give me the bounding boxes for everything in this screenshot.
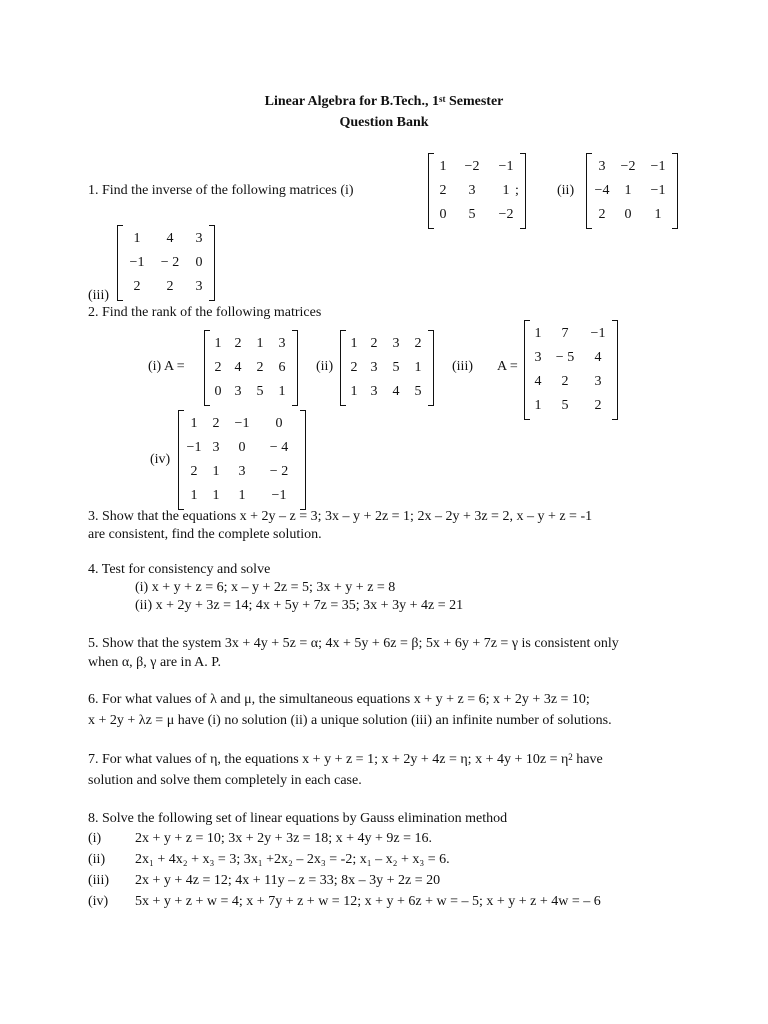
matrix-cell: 2 bbox=[598, 207, 606, 222]
matrix-cell: 1 bbox=[350, 336, 358, 351]
document-subtitle: Question Bank bbox=[339, 115, 429, 130]
matrix-cell: 3 bbox=[598, 159, 606, 174]
matrix-cell: 2 bbox=[561, 374, 569, 389]
matrix-cell: −2 bbox=[620, 159, 636, 174]
matrix-cell: 5 bbox=[392, 360, 400, 375]
q2-matrix-i bbox=[204, 330, 298, 406]
matrix-cell: 2 bbox=[214, 360, 222, 375]
q2-matrix-iii bbox=[524, 320, 618, 420]
matrix-cell: −2 bbox=[498, 207, 514, 222]
matrix-cell: − 5 bbox=[555, 350, 575, 365]
q8-item-label: (ii) bbox=[88, 852, 106, 867]
matrix-cell: 3 bbox=[278, 336, 286, 351]
matrix-row bbox=[433, 203, 521, 227]
matrix-cell: 2 bbox=[166, 279, 174, 294]
matrix-cell: 3 bbox=[370, 360, 378, 375]
matrix-cell: −4 bbox=[594, 183, 610, 198]
q1-separator: ; bbox=[515, 183, 519, 198]
matrix-row bbox=[529, 370, 613, 394]
matrix-row bbox=[183, 412, 301, 436]
matrix-row bbox=[591, 203, 673, 227]
matrix-cell: 5 bbox=[561, 398, 569, 413]
q6-line1: 6. For what values of λ and μ, the simultaneous equations x + y + z = 6; x + 2y + 3z = 10; bbox=[88, 692, 590, 707]
q1-label-ii: (ii) bbox=[557, 183, 575, 198]
matrix-cell: 3 bbox=[195, 279, 203, 294]
q1-matrix-i bbox=[428, 153, 526, 229]
matrix-cell: 2 bbox=[212, 416, 220, 431]
matrix-row bbox=[345, 380, 429, 404]
matrix-cell: −1 bbox=[590, 326, 606, 341]
matrix-cell: 4 bbox=[534, 374, 542, 389]
matrix-cell: 0 bbox=[195, 255, 203, 270]
matrix-cell: 2 bbox=[439, 183, 447, 198]
matrix-row bbox=[433, 155, 521, 179]
matrix-cell: 1 bbox=[212, 488, 220, 503]
matrix-cell: 2 bbox=[350, 360, 358, 375]
matrix-cell: 0 bbox=[439, 207, 447, 222]
matrix-cell: −1 bbox=[498, 159, 514, 174]
q2-matrix-iv bbox=[178, 410, 306, 510]
title-superscript: st bbox=[438, 94, 446, 104]
matrix-cell: 3 bbox=[370, 384, 378, 399]
q4-line1: 4. Test for consistency and solve bbox=[88, 562, 271, 577]
q2-label-ii: (ii) bbox=[316, 359, 334, 374]
q1-matrix-ii bbox=[586, 153, 678, 229]
q3-line2: are consistent, find the complete solution. bbox=[88, 527, 322, 542]
matrix-cell: 1 bbox=[414, 360, 422, 375]
matrix-cell: 3 bbox=[594, 374, 602, 389]
q4-line2: (i) x + y + z = 6; x – y + 2z = 5; 3x + y + z = 8 bbox=[135, 580, 396, 595]
matrix-cell: 1 bbox=[278, 384, 286, 399]
matrix-cell: 2 bbox=[234, 336, 242, 351]
matrix-row bbox=[529, 346, 613, 370]
q7-line1-text: 7. For what values of η, the equations x + y + z = 1; x + 2y + 4z = η; x + 4y + 10z = η bbox=[88, 752, 569, 767]
matrix-cell: −1 bbox=[650, 159, 666, 174]
q2-label-iii-a: A = bbox=[497, 359, 518, 374]
matrix-row bbox=[122, 251, 210, 275]
q8-item-equations: 2x₁ + 4x₂ + x₃ = 3; 3x₁ +2x₂ – 2x₃ = -2; x₁ – x₂ + x₃ = 6. bbox=[135, 852, 450, 867]
q2-text: 2. Find the rank of the following matrices bbox=[88, 305, 322, 320]
matrix-cell: − 2 bbox=[269, 464, 289, 479]
q8-item-label: (i) bbox=[88, 831, 102, 846]
matrix-cell: −1 bbox=[650, 183, 666, 198]
q1-text: 1. Find the inverse of the following matrices (i) bbox=[88, 183, 354, 198]
matrix-row bbox=[183, 436, 301, 460]
q6-line2: x + 2y + λz = μ have (i) no solution (ii) a unique solution (iii) an infinite number of solutions. bbox=[88, 713, 612, 728]
q8-item-equations: 2x + y + z = 10; 3x + 2y + 3z = 18; x + 4y + 9z = 16. bbox=[135, 831, 432, 846]
matrix-cell: 3 bbox=[534, 350, 542, 365]
matrix-row bbox=[529, 322, 613, 346]
matrix-cell: 4 bbox=[166, 231, 174, 246]
matrix-row bbox=[433, 179, 521, 203]
q8-item-label: (iii) bbox=[88, 873, 109, 888]
q8-item-label: (iv) bbox=[88, 894, 109, 909]
matrix-cell: 1 bbox=[212, 464, 220, 479]
matrix-row bbox=[209, 380, 293, 404]
matrix-cell: 2 bbox=[256, 360, 264, 375]
matrix-cell: 7 bbox=[561, 326, 569, 341]
document-title bbox=[0, 94, 768, 110]
q5-line2: when α, β, γ are in A. P. bbox=[88, 655, 222, 670]
matrix-cell: 4 bbox=[594, 350, 602, 365]
q8-item-equations: 2x + y + 4z = 12; 4x + 11y – z = 33; 8x – 3y + 2z = 20 bbox=[135, 873, 441, 888]
matrix-cell: 6 bbox=[278, 360, 286, 375]
title-main: Linear Algebra for B.Tech., 1 bbox=[264, 94, 439, 109]
matrix-row bbox=[183, 484, 301, 508]
matrix-cell: −2 bbox=[464, 159, 480, 174]
matrix-cell: 4 bbox=[234, 360, 242, 375]
q2-label-i: (i) A = bbox=[148, 359, 185, 374]
matrix-cell: 2 bbox=[414, 336, 422, 351]
matrix-row bbox=[122, 227, 210, 251]
matrix-cell: 1 bbox=[534, 398, 542, 413]
matrix-cell: 3 bbox=[392, 336, 400, 351]
matrix-cell: 1 bbox=[439, 159, 447, 174]
matrix-cell: 0 bbox=[238, 440, 246, 455]
matrix-cell: −1 bbox=[234, 416, 250, 431]
matrix-cell: 1 bbox=[624, 183, 632, 198]
q2-matrix-ii bbox=[340, 330, 434, 406]
matrix-cell: 5 bbox=[414, 384, 422, 399]
matrix-cell: 5 bbox=[468, 207, 476, 222]
matrix-cell: 1 bbox=[654, 207, 662, 222]
q1-matrix-iii bbox=[117, 225, 215, 301]
q7-line1-end: have bbox=[572, 752, 603, 767]
q7-line1 bbox=[88, 752, 603, 768]
matrix-cell: −1 bbox=[271, 488, 287, 503]
matrix-cell: −1 bbox=[129, 255, 145, 270]
matrix-cell: 1 bbox=[190, 488, 198, 503]
matrix-row bbox=[209, 356, 293, 380]
matrix-cell: 1 bbox=[502, 183, 510, 198]
q8-item-equations: 5x + y + z + w = 4; x + 7y + z + w = 12; x + y + 6z + w = – 5; x + y + z + 4w = – 6 bbox=[135, 894, 601, 909]
matrix-row bbox=[591, 179, 673, 203]
q3-line1: 3. Show that the equations x + 2y – z = 3; 3x – y + 2z = 1; 2x – 2y + 3z = 2, x – y + z = -1 bbox=[88, 509, 593, 524]
matrix-cell: −1 bbox=[186, 440, 202, 455]
matrix-row bbox=[591, 155, 673, 179]
matrix-row bbox=[345, 356, 429, 380]
q7-superscript: 2 bbox=[568, 752, 573, 762]
matrix-cell: 4 bbox=[392, 384, 400, 399]
matrix-cell: 3 bbox=[212, 440, 220, 455]
matrix-row bbox=[345, 332, 429, 356]
matrix-cell: 1 bbox=[256, 336, 264, 351]
matrix-cell: 0 bbox=[275, 416, 283, 431]
matrix-cell: 3 bbox=[234, 384, 242, 399]
q4-line3: (ii) x + 2y + 3z = 14; 4x + 5y + 7z = 35; 3x + 3y + 4z = 21 bbox=[135, 598, 464, 613]
q2-label-iii: (iii) bbox=[452, 359, 473, 374]
matrix-cell: 1 bbox=[133, 231, 141, 246]
matrix-cell: 1 bbox=[214, 336, 222, 351]
matrix-cell: 1 bbox=[534, 326, 542, 341]
matrix-cell: 3 bbox=[195, 231, 203, 246]
matrix-cell: 2 bbox=[370, 336, 378, 351]
matrix-cell: − 2 bbox=[160, 255, 180, 270]
q2-label-iv: (iv) bbox=[150, 452, 171, 467]
matrix-cell: 1 bbox=[350, 384, 358, 399]
matrix-cell: 1 bbox=[238, 488, 246, 503]
matrix-cell: 2 bbox=[133, 279, 141, 294]
matrix-cell: 3 bbox=[468, 183, 476, 198]
matrix-cell: 1 bbox=[190, 416, 198, 431]
matrix-cell: 2 bbox=[190, 464, 198, 479]
matrix-cell: 3 bbox=[238, 464, 246, 479]
matrix-cell: 0 bbox=[624, 207, 632, 222]
matrix-row bbox=[529, 394, 613, 418]
matrix-cell: − 4 bbox=[269, 440, 289, 455]
q1-label-iii: (iii) bbox=[88, 288, 109, 303]
q5-line1: 5. Show that the system 3x + 4y + 5z = α; 4x + 5y + 6z = β; 5x + 6y + 7z = γ is consistent only bbox=[88, 636, 619, 651]
matrix-row bbox=[183, 460, 301, 484]
matrix-cell: 0 bbox=[214, 384, 222, 399]
title-rest: Semester bbox=[445, 94, 504, 109]
q8-line1: 8. Solve the following set of linear equations by Gauss elimination method bbox=[88, 811, 508, 826]
q7-line2: solution and solve them completely in each case. bbox=[88, 773, 362, 788]
matrix-row bbox=[122, 275, 210, 299]
matrix-cell: 2 bbox=[594, 398, 602, 413]
matrix-row bbox=[209, 332, 293, 356]
matrix-cell: 5 bbox=[256, 384, 264, 399]
